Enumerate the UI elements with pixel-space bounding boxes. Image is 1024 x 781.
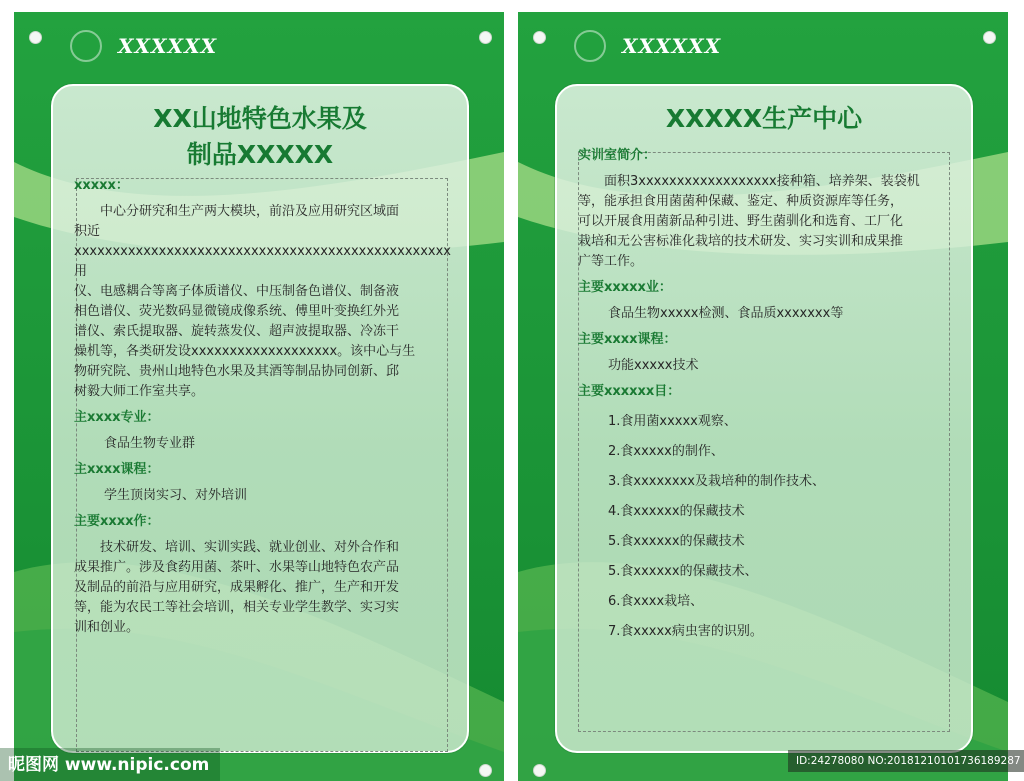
work-line: 训和创业。 — [74, 620, 140, 635]
mount-hole — [479, 31, 492, 44]
logo-icon — [574, 30, 606, 62]
section-heading-major: 主xxxx专业： — [74, 410, 160, 425]
intro-line: 可以开展食用菌新品种引进、野生菌驯化和选育、工厂化 — [578, 214, 904, 229]
section-heading-course: 主xxxx课程： — [74, 462, 160, 477]
right-board — [518, 12, 1008, 781]
intro-line: 谱仪、索氏提取器、旋转蒸发仪、超声波提取器、冷冻干 — [74, 324, 400, 339]
course-value: 学生顶岗实习、对外培训 — [104, 488, 248, 503]
watermark-site: 昵图网 www.nipic.com — [8, 755, 210, 775]
project-item: 5.食xxxxxx的保藏技术、 — [608, 564, 758, 579]
mount-hole — [983, 31, 996, 44]
work-line: 成果推广。涉及食药用菌、茶叶、水果等山地特色农产品 — [74, 560, 400, 575]
section-heading-major: 主要xxxxx业： — [578, 280, 672, 295]
intro-line: 相色谱仪、荧光数码显微镜成像系统、傅里叶变换红外光 — [74, 304, 400, 319]
right-content — [578, 146, 954, 652]
work-line: 技术研发、培训、实训实践、就业创业、对外合作和 — [74, 540, 400, 555]
section-heading-course: 主要xxxx课程： — [578, 332, 677, 347]
project-item: 7.食xxxxx病虫害的识别。 — [608, 624, 763, 639]
intro-line: 中心分研究和生产两大模块，前沿及应用研究区域面 — [74, 204, 400, 219]
project-item: 5.食xxxxxx的保藏技术 — [608, 534, 745, 549]
project-item: 2.食xxxxx的制作、 — [608, 444, 724, 459]
logo-icon — [70, 30, 102, 62]
brand-text: XXXXXX — [622, 34, 722, 58]
page-title: XXXXX生产中心 — [665, 104, 863, 133]
page-title-line1: XX山地特色水果及 — [153, 104, 367, 133]
intro-line: 栽培和无公害标准化栽培的技术研发、实习实训和成果推 — [578, 234, 904, 249]
mount-hole — [29, 31, 42, 44]
work-line: 及制品的前沿与应用研究，成果孵化、推广，生产和开发 — [74, 580, 400, 595]
course-value: 功能xxxxx技术 — [608, 358, 699, 373]
section-heading-intro: 实训室简介： — [578, 148, 657, 163]
mount-hole — [479, 764, 492, 777]
section-heading-work: 主要xxxx作： — [74, 514, 160, 529]
left-board — [14, 12, 504, 781]
project-item: 3.食xxxxxxxx及栽培种的制作技术、 — [608, 474, 825, 489]
section-heading-intro: xxxxx： — [74, 178, 129, 193]
project-item: 6.食xxxx栽培、 — [608, 594, 704, 609]
section-heading-projects: 主要xxxxxx目： — [578, 384, 681, 399]
intro-line: 燥机等，各类研发设xxxxxxxxxxxxxxxxxxx。该中心与生 — [74, 344, 416, 359]
intro-line: 积近xxxxxxxxxxxxxxxxxxxxxxxxxxxxxxxxxxxxxxxxxxxxxxxxx用 — [74, 224, 451, 279]
intro-line: 广等工作。 — [578, 254, 644, 269]
watermark-id: ID:24278080 NO:20181210101736189287 — [796, 755, 1021, 767]
mount-hole — [533, 764, 546, 777]
major-value: 食品生物xxxxx检测、食品质xxxxxxx等 — [608, 306, 844, 321]
intro-line: 树毅大师工作室共享。 — [74, 384, 205, 399]
mount-hole — [533, 31, 546, 44]
work-line: 等，能为农民工等社会培训，相关专业学生教学、实习实 — [74, 600, 400, 615]
brand-text: XXXXXX — [118, 34, 218, 58]
intro-line: 面积3xxxxxxxxxxxxxxxxxx接种箱、培养架、装袋机 — [578, 174, 920, 189]
major-value: 食品生物专业群 — [104, 436, 196, 451]
intro-line: 仪、电感耦合等离子体质谱仪、中压制备色谱仪、制备液 — [74, 284, 400, 299]
project-item: 4.食xxxxxx的保藏技术 — [608, 504, 745, 519]
intro-line: 物研究院、贵州山地特色水果及其酒等制品协同创新、邱 — [74, 364, 400, 379]
intro-line: 等，能承担食用菌菌种保藏、鉴定、种质资源库等任务， — [578, 194, 904, 209]
project-item: 1.食用菌xxxxx观察、 — [608, 414, 737, 429]
left-content — [74, 176, 450, 638]
page-title-line2: 制品XXXXX — [186, 140, 334, 169]
